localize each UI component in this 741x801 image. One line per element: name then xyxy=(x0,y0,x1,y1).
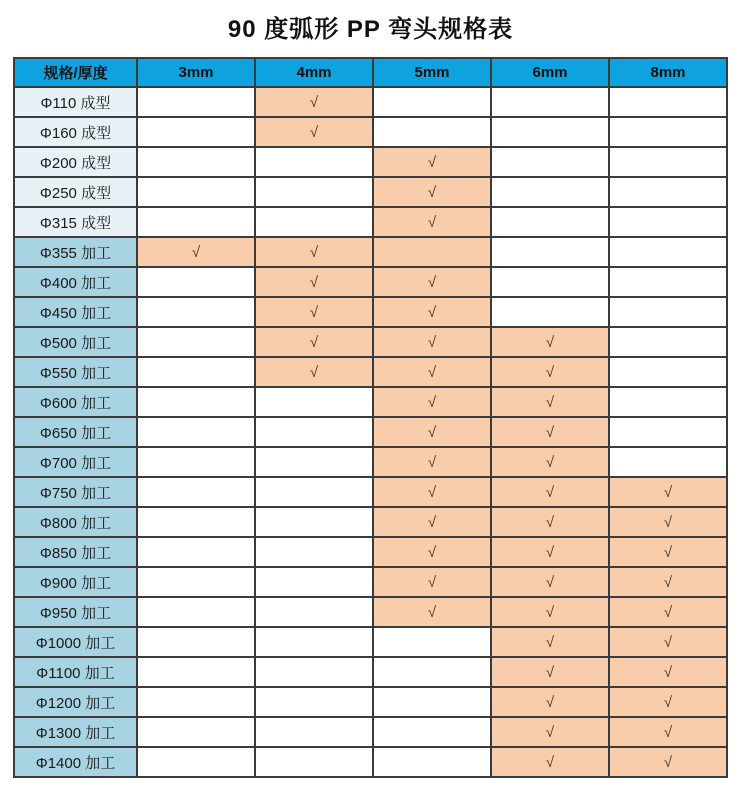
row-label: Φ1400 加工 xyxy=(14,747,137,777)
table-row xyxy=(14,117,727,147)
empty-cell xyxy=(491,147,609,177)
empty-cell xyxy=(255,147,373,177)
check-cell: √ xyxy=(491,657,609,687)
empty-cell xyxy=(137,627,255,657)
check-cell: √ xyxy=(491,477,609,507)
empty-cell xyxy=(373,657,491,687)
empty-cell xyxy=(609,117,727,147)
empty-cell xyxy=(255,537,373,567)
table-row xyxy=(14,177,727,207)
table-row xyxy=(14,477,727,507)
empty-cell xyxy=(609,297,727,327)
row-label: Φ450 加工 xyxy=(14,297,137,327)
empty-cell xyxy=(255,207,373,237)
table-row xyxy=(14,297,727,327)
empty-cell xyxy=(137,507,255,537)
empty-cell xyxy=(137,447,255,477)
check-cell: √ xyxy=(373,297,491,327)
empty-cell xyxy=(137,327,255,357)
empty-cell xyxy=(609,357,727,387)
empty-cell xyxy=(255,417,373,447)
empty-cell xyxy=(255,477,373,507)
empty-cell xyxy=(255,387,373,417)
check-cell: √ xyxy=(373,387,491,417)
table-row xyxy=(14,327,727,357)
check-cell: √ xyxy=(491,417,609,447)
header-cell-8mm: 8mm xyxy=(609,58,727,87)
row-label: Φ315 成型 xyxy=(14,207,137,237)
table-row xyxy=(14,237,727,267)
check-cell: √ xyxy=(491,747,609,777)
table-row xyxy=(14,507,727,537)
empty-cell xyxy=(255,627,373,657)
check-cell: √ xyxy=(373,507,491,537)
table-row xyxy=(14,537,727,567)
empty-cell xyxy=(491,117,609,147)
table-row xyxy=(14,687,727,717)
empty-cell xyxy=(137,567,255,597)
table-row xyxy=(14,417,727,447)
check-cell: √ xyxy=(609,657,727,687)
empty-cell xyxy=(137,297,255,327)
check-cell: √ xyxy=(373,327,491,357)
empty-cell xyxy=(137,717,255,747)
spec-table xyxy=(13,57,728,778)
empty-cell xyxy=(137,657,255,687)
empty-cell xyxy=(609,237,727,267)
empty-cell xyxy=(373,747,491,777)
row-label: Φ1100 加工 xyxy=(14,657,137,687)
empty-cell xyxy=(137,387,255,417)
check-cell: √ xyxy=(491,447,609,477)
empty-cell xyxy=(255,657,373,687)
row-label: Φ500 加工 xyxy=(14,327,137,357)
empty-cell xyxy=(255,717,373,747)
empty-cell xyxy=(137,537,255,567)
check-cell: √ xyxy=(373,447,491,477)
check-cell: √ xyxy=(255,117,373,147)
check-cell: √ xyxy=(255,327,373,357)
empty-cell xyxy=(373,117,491,147)
check-cell: √ xyxy=(255,357,373,387)
header-cell-spec-thickness: 规格/厚度 xyxy=(14,58,137,87)
check-cell: √ xyxy=(373,267,491,297)
table-row xyxy=(14,657,727,687)
check-cell: √ xyxy=(491,357,609,387)
header-cell-4mm: 4mm xyxy=(255,58,373,87)
check-cell: √ xyxy=(609,477,727,507)
empty-cell xyxy=(609,447,727,477)
check-cell: √ xyxy=(373,597,491,627)
row-label: Φ850 加工 xyxy=(14,537,137,567)
empty-cell xyxy=(609,87,727,117)
empty-cell xyxy=(491,237,609,267)
table-row xyxy=(14,207,727,237)
header-cell-5mm: 5mm xyxy=(373,58,491,87)
empty-cell xyxy=(137,477,255,507)
check-cell: √ xyxy=(255,267,373,297)
empty-cell xyxy=(255,747,373,777)
header-cell-6mm: 6mm xyxy=(491,58,609,87)
table-row xyxy=(14,87,727,117)
check-cell: √ xyxy=(609,567,727,597)
check-cell: √ xyxy=(373,207,491,237)
empty-cell xyxy=(491,207,609,237)
check-cell: √ xyxy=(609,687,727,717)
row-label: Φ1200 加工 xyxy=(14,687,137,717)
empty-cell xyxy=(137,177,255,207)
check-cell: √ xyxy=(373,147,491,177)
empty-cell xyxy=(609,387,727,417)
empty-cell xyxy=(137,357,255,387)
check-cell: √ xyxy=(491,687,609,717)
row-label: Φ750 加工 xyxy=(14,477,137,507)
empty-cell xyxy=(373,87,491,117)
check-cell: √ xyxy=(609,747,727,777)
check-cell: √ xyxy=(609,627,727,657)
empty-cell xyxy=(609,177,727,207)
empty-cell xyxy=(373,627,491,657)
page xyxy=(0,9,741,778)
row-label: Φ250 成型 xyxy=(14,177,137,207)
empty-cell xyxy=(137,267,255,297)
empty-cell xyxy=(137,117,255,147)
table-row xyxy=(14,747,727,777)
table-row xyxy=(14,567,727,597)
empty-cell xyxy=(491,177,609,207)
row-label: Φ800 加工 xyxy=(14,507,137,537)
empty-cell xyxy=(373,687,491,717)
row-label: Φ950 加工 xyxy=(14,597,137,627)
shaded-empty-cell xyxy=(373,237,491,267)
row-label: Φ110 成型 xyxy=(14,87,137,117)
empty-cell xyxy=(137,417,255,447)
check-cell: √ xyxy=(373,537,491,567)
empty-cell xyxy=(137,687,255,717)
check-cell: √ xyxy=(491,717,609,747)
empty-cell xyxy=(609,327,727,357)
check-cell: √ xyxy=(491,537,609,567)
row-label: Φ1000 加工 xyxy=(14,627,137,657)
row-label: Φ650 加工 xyxy=(14,417,137,447)
check-cell: √ xyxy=(373,417,491,447)
row-label: Φ550 加工 xyxy=(14,357,137,387)
table-row xyxy=(14,597,727,627)
table-row xyxy=(14,717,727,747)
check-cell: √ xyxy=(255,87,373,117)
empty-cell xyxy=(137,747,255,777)
empty-cell xyxy=(255,597,373,627)
check-cell: √ xyxy=(491,567,609,597)
empty-cell xyxy=(137,207,255,237)
row-label: Φ1300 加工 xyxy=(14,717,137,747)
header-row xyxy=(14,58,727,87)
check-cell: √ xyxy=(491,387,609,417)
empty-cell xyxy=(137,597,255,627)
row-label: Φ160 成型 xyxy=(14,117,137,147)
table-row xyxy=(14,447,727,477)
table-row xyxy=(14,357,727,387)
row-label: Φ700 加工 xyxy=(14,447,137,477)
row-label: Φ900 加工 xyxy=(14,567,137,597)
empty-cell xyxy=(609,267,727,297)
table-row xyxy=(14,267,727,297)
row-label: Φ400 加工 xyxy=(14,267,137,297)
table-row xyxy=(14,147,727,177)
check-cell: √ xyxy=(137,237,255,267)
check-cell: √ xyxy=(373,477,491,507)
empty-cell xyxy=(491,297,609,327)
empty-cell xyxy=(609,417,727,447)
empty-cell xyxy=(255,447,373,477)
table-row xyxy=(14,387,727,417)
empty-cell xyxy=(137,87,255,117)
row-label: Φ600 加工 xyxy=(14,387,137,417)
check-cell: √ xyxy=(491,507,609,537)
row-label: Φ355 加工 xyxy=(14,237,137,267)
empty-cell xyxy=(255,567,373,597)
check-cell: √ xyxy=(373,567,491,597)
check-cell: √ xyxy=(609,507,727,537)
check-cell: √ xyxy=(609,597,727,627)
empty-cell xyxy=(255,177,373,207)
check-cell: √ xyxy=(609,537,727,567)
row-label: Φ200 成型 xyxy=(14,147,137,177)
check-cell: √ xyxy=(255,237,373,267)
check-cell: √ xyxy=(373,177,491,207)
check-cell: √ xyxy=(255,297,373,327)
empty-cell xyxy=(609,207,727,237)
header-cell-3mm: 3mm xyxy=(137,58,255,87)
empty-cell xyxy=(491,87,609,117)
empty-cell xyxy=(491,267,609,297)
check-cell: √ xyxy=(373,357,491,387)
empty-cell xyxy=(255,507,373,537)
page-title: 90 度弧形 PP 弯头规格表 xyxy=(227,16,514,43)
empty-cell xyxy=(373,717,491,747)
check-cell: √ xyxy=(491,327,609,357)
check-cell: √ xyxy=(491,627,609,657)
empty-cell xyxy=(137,147,255,177)
check-cell: √ xyxy=(609,717,727,747)
table-row xyxy=(14,627,727,657)
empty-cell xyxy=(609,147,727,177)
empty-cell xyxy=(255,687,373,717)
check-cell: √ xyxy=(491,597,609,627)
